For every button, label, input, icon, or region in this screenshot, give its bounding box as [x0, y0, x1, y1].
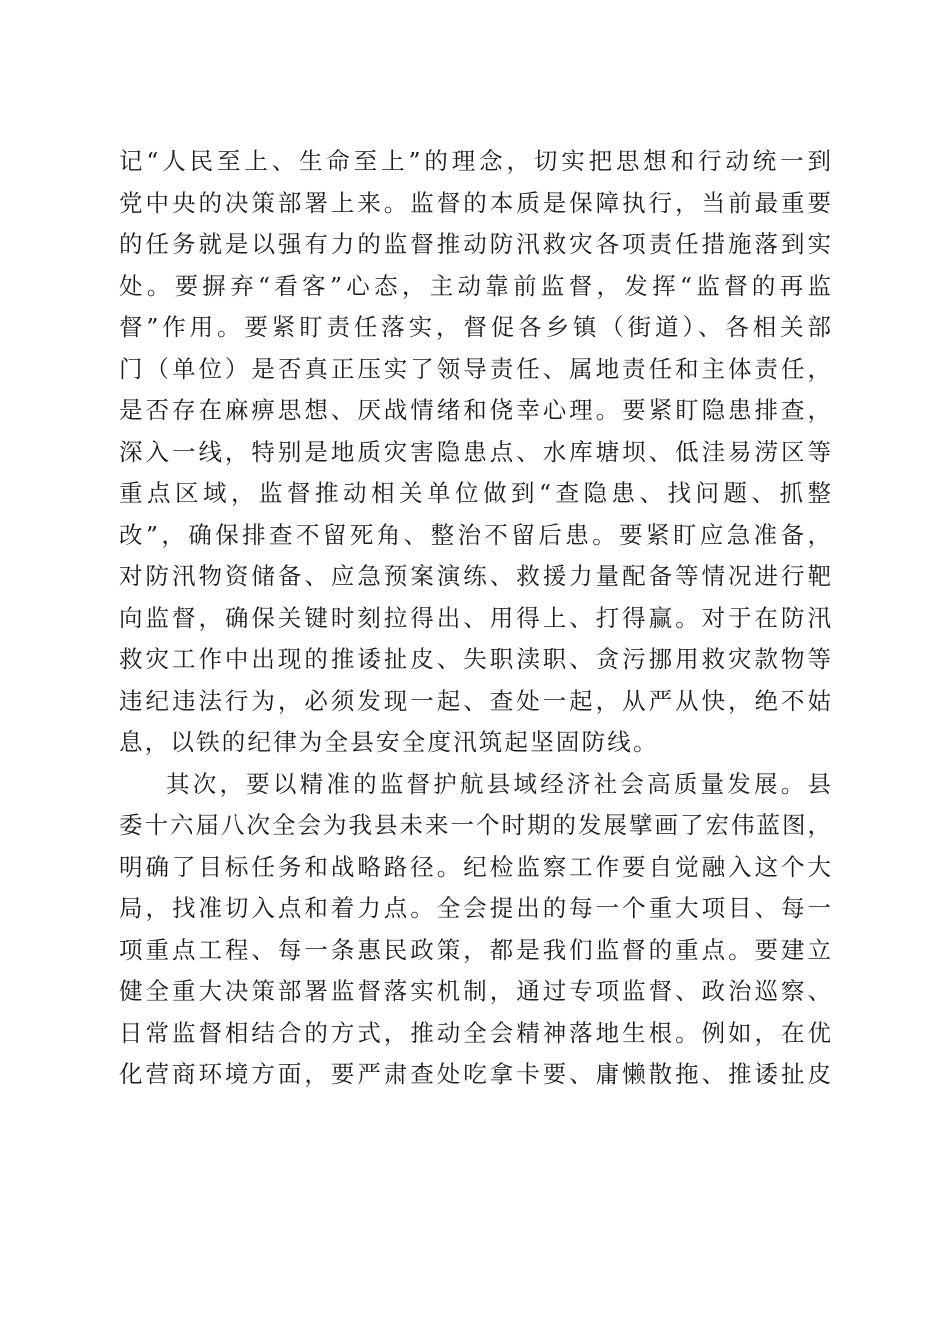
- text-line: 党中央的决策部署上来。监督的本质是保障执行，当前最重要: [119, 188, 831, 217]
- text-line: 门（单位）是否真正压实了领导责任、属地责任和主体责任，: [119, 354, 831, 383]
- text-line: 是否存在麻痹思想、厌战情绪和侥幸心理。要紧盯隐患排查，: [119, 396, 831, 424]
- text-line: 违纪违法行为，必须发现一起、查处一起，从严从快，绝不姑: [119, 686, 831, 715]
- text-line: 改”，确保排查不留死角、整治不留后患。要紧盯应急准备，: [119, 520, 831, 549]
- text-line: 的任务就是以强有力的监督推动防汛救灾各项责任措施落到实: [119, 230, 831, 258]
- text-line: 项重点工程、每一条惠民政策，都是我们监督的重点。要建立: [119, 935, 831, 964]
- text-line: 明确了目标任务和战略路径。纪检监察工作要自觉融入这个大: [119, 852, 831, 881]
- paragraph-start-line: 其次，要以精准的监督护航县域经济社会高质量发展。县: [166, 769, 831, 798]
- paragraph-end-line: 息，以铁的纪律为全县安全度汛筑起坚固防线。: [119, 728, 659, 756]
- text-line: 记“人民至上、生命至上”的理念，切实把思想和行动统一到: [119, 147, 831, 175]
- text-line: 处。要摒弃“看客”心态，主动靠前监督，发挥“监督的再监: [119, 271, 831, 300]
- text-line: 日常监督相结合的方式，推动全会精神落地生根。例如，在优: [119, 1018, 831, 1047]
- text-line: 深入一线，特别是地质灾害隐患点、水库塘坝、低洼易涝区等: [119, 437, 831, 466]
- text-line: 向监督，确保关键时刻拉得出、用得上、打得赢。对于在防汛: [119, 603, 831, 632]
- text-line: 局，找准切入点和着力点。全会提出的每一个重大项目、每一: [119, 894, 831, 922]
- text-line: 对防汛物资储备、应急预案演练、救援力量配备等情况进行靶: [119, 562, 831, 590]
- text-line: 重点区域，监督推动相关单位做到“查隐患、找问题、抓整: [119, 479, 831, 507]
- text-line: 化营商环境方面，要严肃查处吃拿卡要、庸懒散拖、推诿扯皮: [119, 1060, 831, 1088]
- document-body: [119, 141, 831, 1096]
- text-line: 委十六届八次全会为我县未来一个时期的发展擘画了宏伟蓝图，: [119, 811, 831, 839]
- text-line: 救灾工作中出现的推诿扯皮、失职渎职、贪污挪用救灾款物等: [119, 645, 831, 673]
- text-line: 督”作用。要紧盯责任落实，督促各乡镇（街道）、各相关部: [119, 313, 831, 341]
- text-line: 健全重大决策部署监督落实机制，通过专项监督、政治巡察、: [119, 977, 831, 1005]
